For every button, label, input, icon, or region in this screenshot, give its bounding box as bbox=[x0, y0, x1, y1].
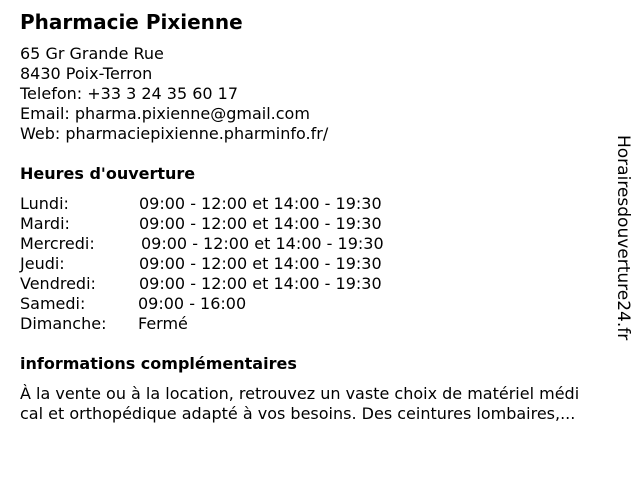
day-label: Lundi: bbox=[20, 194, 69, 213]
hours-row-thursday bbox=[20, 254, 384, 274]
day-label: Samedi: bbox=[20, 294, 86, 313]
day-label: Jeudi: bbox=[20, 254, 65, 273]
info-text-line: À la vente ou à la location, retrouvez un vaste choix de matériel médi bbox=[20, 384, 580, 403]
time-value: 09:00 - 12:00 et 14:00 - 19:30 bbox=[139, 254, 382, 273]
hours-row-wednesday bbox=[20, 234, 384, 254]
hours-row-friday bbox=[20, 274, 384, 294]
address-city: 8430 Poix-Terron bbox=[20, 64, 153, 83]
hours-heading: Heures d'ouverture bbox=[20, 164, 196, 183]
contact-block bbox=[20, 44, 328, 144]
day-label: Dimanche: bbox=[20, 314, 107, 333]
time-value: 09:00 - 12:00 et 14:00 - 19:30 bbox=[139, 274, 382, 293]
watermark-text: Horairesdouverture24.fr bbox=[613, 135, 633, 341]
day-label: Mardi: bbox=[20, 214, 70, 233]
hours-row-tuesday bbox=[20, 214, 384, 234]
info-text bbox=[20, 384, 579, 424]
time-value: 09:00 - 12:00 et 14:00 - 19:30 bbox=[139, 214, 382, 233]
email-address: Email: pharma.pixienne@gmail.com bbox=[20, 104, 310, 123]
time-value: 09:00 - 12:00 et 14:00 - 19:30 bbox=[141, 234, 384, 253]
hours-row-sunday bbox=[20, 314, 384, 334]
info-text-line: cal et orthopédique adapté à vos besoins. Des ceintures lombaires,... bbox=[20, 404, 576, 423]
website-address: Web: pharmaciepixienne.pharminfo.fr/ bbox=[20, 124, 329, 143]
opening-hours-table bbox=[20, 194, 384, 334]
day-label: Mercredi: bbox=[20, 234, 95, 253]
info-heading: informations complémentaires bbox=[20, 354, 297, 373]
time-value: 09:00 - 16:00 bbox=[138, 294, 247, 313]
time-value: Fermé bbox=[138, 314, 188, 333]
time-value: 09:00 - 12:00 et 14:00 - 19:30 bbox=[139, 194, 382, 213]
day-label: Vendredi: bbox=[20, 274, 96, 293]
phone-number: Telefon: +33 3 24 35 60 17 bbox=[20, 84, 239, 103]
pharmacy-name: Pharmacie Pixienne bbox=[20, 10, 243, 34]
hours-row-saturday bbox=[20, 294, 384, 314]
address-street: 65 Gr Grande Rue bbox=[20, 44, 164, 63]
watermark bbox=[613, 135, 633, 345]
hours-row-monday bbox=[20, 194, 384, 214]
